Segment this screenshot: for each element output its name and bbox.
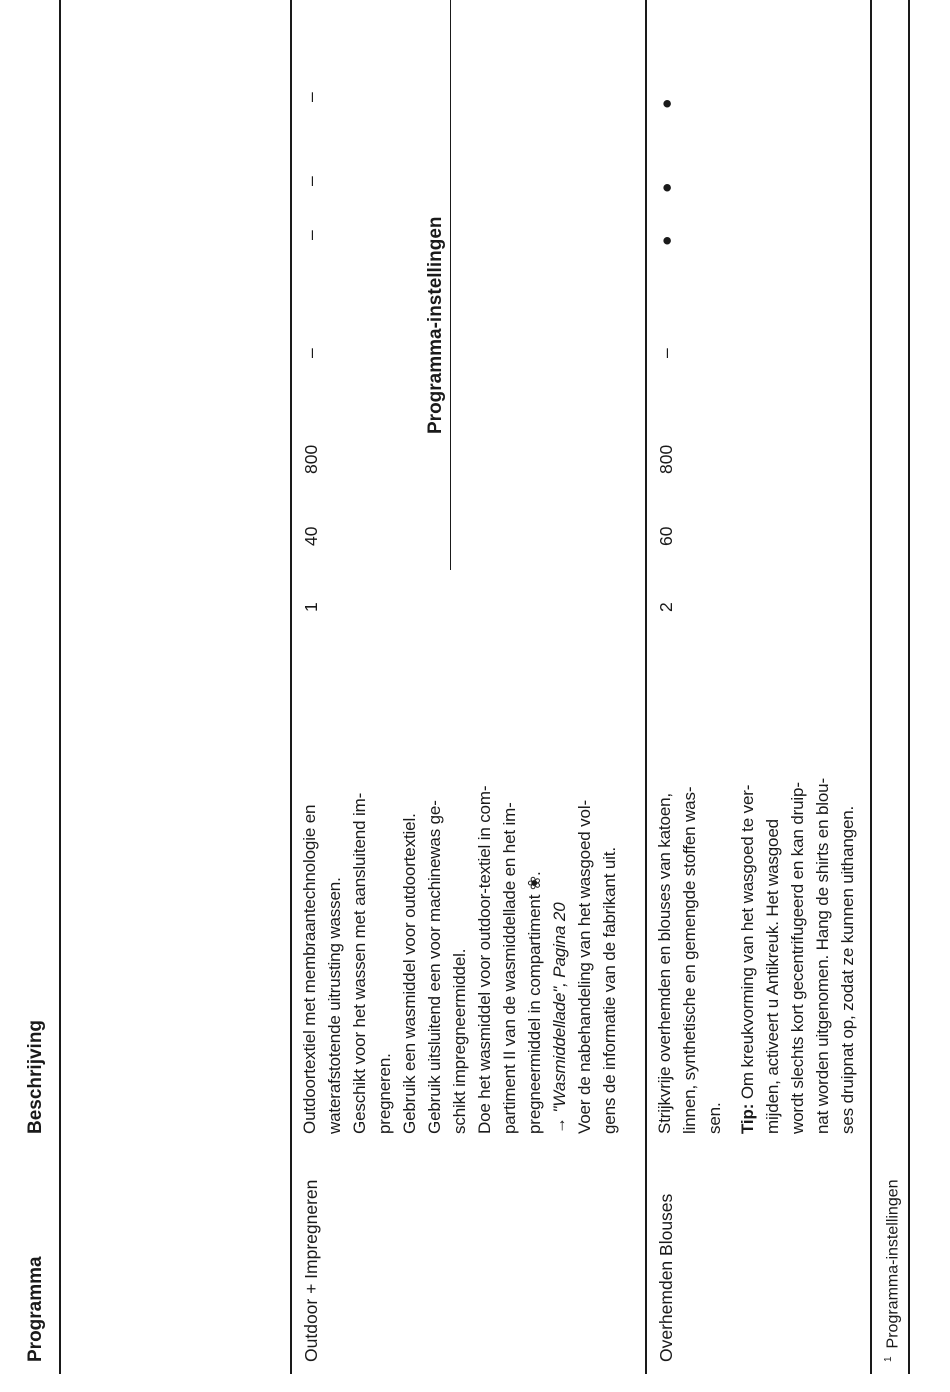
footnote-text: Programma-instellingen <box>884 1179 902 1349</box>
desc-line: Outdoortextiel met membraantechnologie en <box>300 804 319 1134</box>
row-2-col4: – <box>656 348 676 358</box>
desc-line: pregneren. <box>375 1053 394 1134</box>
desc-line: Gebruik uitsluitend een voor machinewas ge- <box>425 800 444 1134</box>
header-beschrijving: Beschrijving <box>25 1019 46 1134</box>
tip-line: mijden, activeert u Antikreuk. Het wasgoed <box>763 819 782 1134</box>
row-1-col5: – <box>301 230 321 240</box>
desc-line: linnen, synthetische en gemengde stoffen was- <box>680 786 699 1134</box>
header-underline <box>59 0 61 1374</box>
tip-line: nat worden uitgenomen. Hang de shirts en blou- <box>813 778 832 1134</box>
desc-line: partiment II van de wasmiddellade en het im- <box>500 802 519 1134</box>
row-2-col6: ● <box>656 182 676 193</box>
desc-line: pregneermiddel in compartiment ❀. <box>525 871 544 1134</box>
footnote <box>878 1179 904 1362</box>
footnote-bottom-rule <box>908 0 910 1374</box>
row-1-col2: 40 <box>301 526 321 546</box>
row-1-col6: – <box>301 176 321 186</box>
desc-line: gens de informatie van de fabrikant uit. <box>600 847 619 1134</box>
header-bottom-rule <box>290 0 292 1374</box>
row-2-col3: 800 <box>656 444 676 474</box>
row-1-col7: – <box>301 92 321 102</box>
tip-line: wordt slechts kort gecentrifugeerd en kan druip- <box>788 782 807 1134</box>
desc-line: sen. <box>705 1102 724 1134</box>
row-separator <box>645 0 647 1374</box>
desc-line: Gebruik een wasmiddel voor outdoortextiel. <box>400 813 419 1134</box>
tip-text: Om kreukvorming van het wasgoed te ver- <box>738 784 757 1100</box>
desc-line-link[interactable]: → "Wasmiddellade", Pagina 20 <box>550 902 569 1134</box>
row-1-name: Outdoor + Impregneren <box>301 1179 321 1362</box>
header-programma-instellingen: Programma-instellingen <box>425 216 446 434</box>
desc-line: Geschikt voor het wassen met aansluitend im- <box>350 792 369 1134</box>
desc-line: Strijkvrije overhemden en blouses van katoen, <box>655 793 674 1134</box>
row-2-col5: ● <box>656 235 676 246</box>
row-2-col2: 60 <box>656 526 676 546</box>
footnote-mark: 1 <box>883 1356 894 1362</box>
desc-line: waterafstotende uitrusting wassen. <box>325 877 344 1134</box>
row-2-name: Overhemden Blouses <box>656 1193 676 1362</box>
desc-line: Doe het wasmiddel voor outdoor-textiel in com- <box>475 785 494 1134</box>
row-2-col7: ● <box>656 98 676 109</box>
tip-line <box>738 785 758 1134</box>
row-1-col4: – <box>301 348 321 358</box>
desc-line: Voer de nabehandeling van het wasgoed vol- <box>575 800 594 1134</box>
row-2-col1: 2 <box>656 602 676 612</box>
tip-label: Tip: <box>738 1103 757 1134</box>
table-bottom-rule <box>870 0 872 1374</box>
tip-line: ses druipnat op, zodat ze kunnen uithangen. <box>838 805 857 1134</box>
header-programma: Programma <box>25 1256 46 1362</box>
desc-line: schikt impregneermiddel. <box>450 948 469 1134</box>
row-1-col1: 1 <box>301 602 321 612</box>
row-1-col3: 800 <box>301 444 321 474</box>
instellingen-group-rule <box>450 0 451 570</box>
